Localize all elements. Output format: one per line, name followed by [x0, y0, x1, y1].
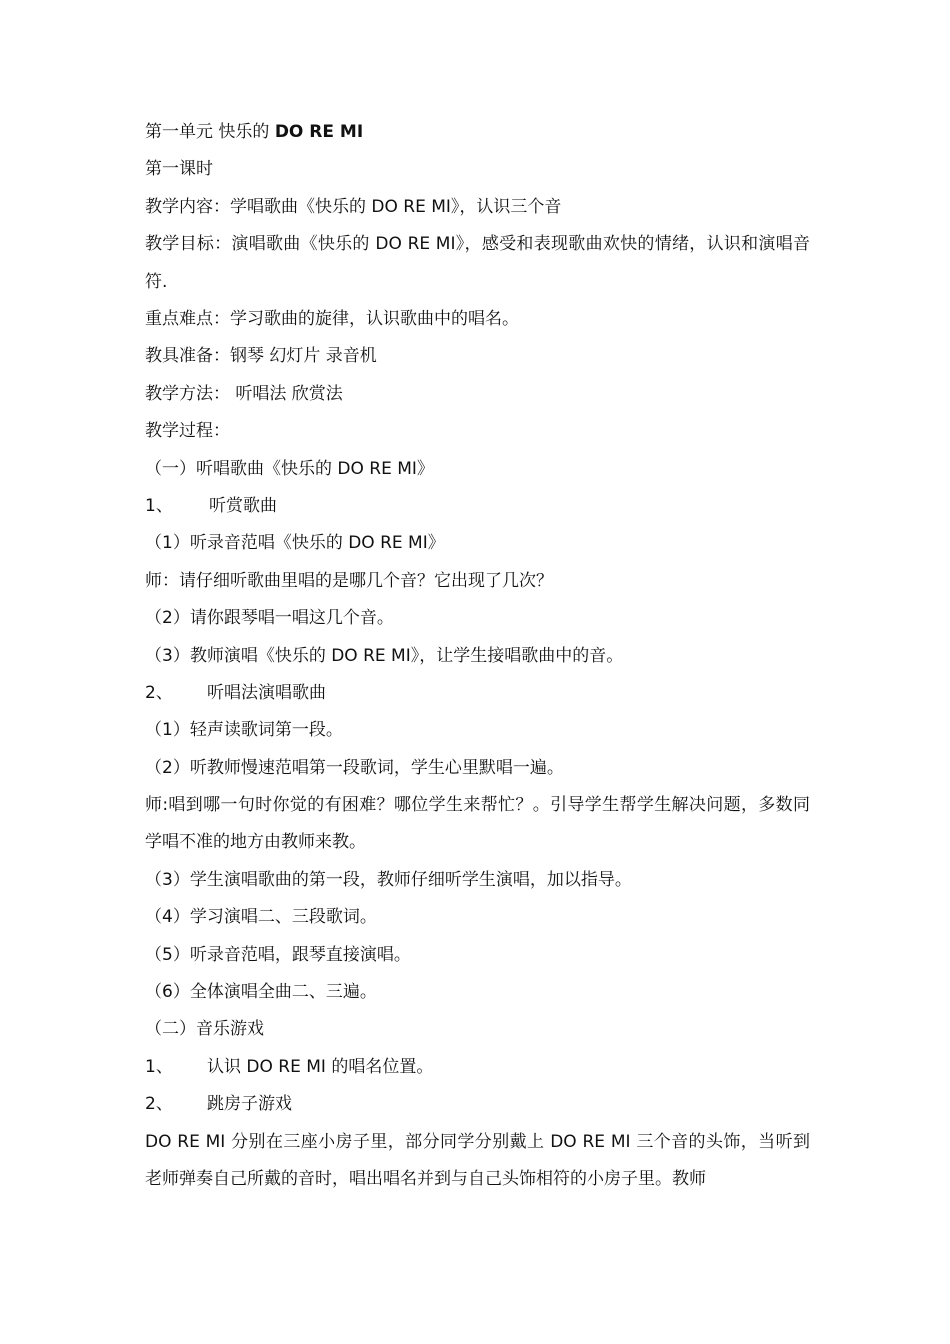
item-text: 认识 DO RE MI 的唱名位置。: [207, 1056, 434, 1077]
step-2-3: （3）学生演唱歌曲的第一段，教师仔细听学生演唱，加以指导。: [145, 869, 632, 890]
section-one-item-1: [145, 488, 810, 525]
item-text: 跳房子游戏: [207, 1094, 292, 1115]
teaching-content: 教学内容：学唱歌曲《快乐的 DO RE MI》，认识三个音: [145, 196, 562, 217]
section-two-heading: （二）音乐游戏: [145, 1019, 264, 1040]
teacher-question-2: 师:唱到哪一句时你觉的有困难？哪位学生来帮忙？。引导学生帮学生解决问题，多数同学唱不准的地方由教师来教。: [145, 795, 810, 853]
item-text: 听唱法演唱歌曲: [207, 682, 326, 703]
section-one-heading: （一）听唱歌曲《快乐的 DO RE MI》: [145, 458, 434, 479]
step-2-2: （2）听教师慢速范唱第一段歌词，学生心里默唱一遍。: [145, 757, 564, 778]
lesson-label: 第一课时: [145, 159, 213, 180]
item-number: 2、: [145, 682, 173, 703]
unit-title-prefix: 第一单元 快乐的: [145, 122, 275, 142]
item-number: 1、: [145, 1056, 173, 1077]
step-1-2: （2）请你跟琴唱一唱这几个音。: [145, 608, 394, 629]
section-two-item-2: [145, 1086, 810, 1123]
unit-title: [145, 114, 810, 151]
game-description: DO RE MI 分别在三座小房子里，部分同学分别戴上 DO RE MI 三个音的头饰，当听到老师弹奏自己所戴的音时，唱出唱名并到与自己头饰相符的小房子里。教师: [145, 1131, 810, 1190]
item-number: 1、: [145, 495, 173, 516]
teacher-question-1: 师：请仔细听歌曲里唱的是哪几个音？它出现了几次？: [145, 570, 553, 591]
teaching-goal: 教学目标：演唱歌曲《快乐的 DO RE MI》，感受和表现歌曲欢快的情绪，认识和演唱音符.: [145, 234, 810, 292]
item-text: 听赏歌曲: [209, 495, 277, 516]
section-one-item-2: [145, 675, 810, 712]
document-body: [145, 114, 810, 1198]
item-number: 2、: [145, 1094, 173, 1115]
step-1-3: （3）教师演唱《快乐的 DO RE MI》，让学生接唱歌曲中的音。: [145, 645, 624, 666]
key-points: 重点难点：学习歌曲的旋律，认识歌曲中的唱名。: [145, 308, 519, 329]
step-2-5: （5）听录音范唱，跟琴直接演唱。: [145, 944, 411, 965]
section-two-item-1: [145, 1049, 810, 1086]
teaching-methods: 教学方法： 听唱法 欣赏法: [145, 383, 343, 404]
step-1-1: （1）听录音范唱《快乐的 DO RE MI》: [145, 533, 445, 554]
step-2-1: （1）轻声读歌词第一段。: [145, 720, 343, 741]
step-2-6: （6）全体演唱全曲二、三遍。: [145, 982, 377, 1003]
teaching-tools: 教具准备：钢琴 幻灯片 录音机: [145, 346, 377, 367]
unit-title-bold: DO RE MI: [274, 122, 364, 142]
step-2-4: （4）学习演唱二、三段歌词。: [145, 907, 377, 928]
teaching-process: 教学过程：: [145, 421, 230, 442]
